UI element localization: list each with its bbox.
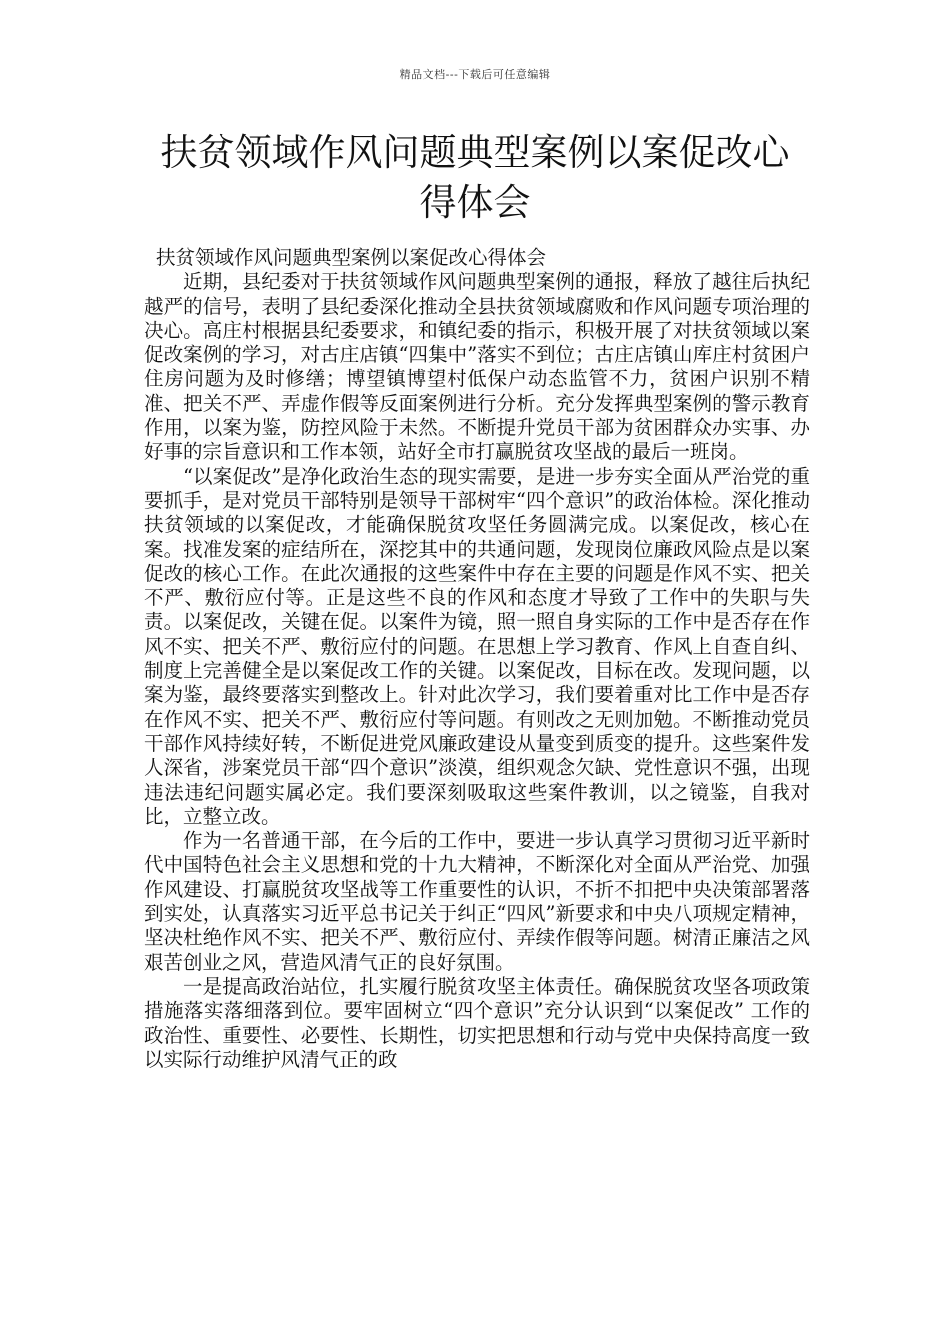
header-note: 精品文档---下载后可任意编辑	[399, 68, 551, 81]
paragraph: 作为一名普通干部，在今后的工作中，要进一步认真学习贯彻习近平新时代中国特色社会主义思想和党的十九大精神，不断深化对全面从严治党、加强作风建设、打赢脱贫攻坚战等工作重要性的认识，不折不扣把中央决策部署落到实处，认真落实习近平总书记关于纠正“四风”新要求和中央八项规定精神，坚决杜绝作风不实、把关不严、敷衍应付、弄续作假等问题。树清正廉洁之风艰苦创业之风，营造风清气正的良好氛围。	[144, 829, 810, 974]
document-title: 扶贫领域作风问题典型案例以案促改心得体会	[160, 131, 790, 224]
document-body	[144, 246, 810, 1072]
document-subtitle: 扶贫领域作风问题典型案例以案促改心得体会	[156, 246, 547, 269]
paragraph: 近期，县纪委对于扶贫领域作风问题典型案例的通报，释放了越往后执纪越严的信号，表明了县纪委深化推动全县扶贫领域腐败和作风问题专项治理的决心。高庄村根据县纪委要求，和镇纪委的指示，积极开展了对扶贫领域以案促改案例的学习，对古庄店镇“四集中”落实不到位；古庄店镇山库庄村贫困户住房问题为及时修缮；博望镇博望村低保户动态监管不力，贫困户识别不精准、把关不严、弄虚作假等反面案例进行分析。充分发挥典型案例的警示教育作用，以案为鉴，防控风险于未然。不断提升党员干部为贫困群众办实事、办好事的宗旨意识和工作本领，站好全市打赢脱贫攻坚战的最后一班岗。	[144, 270, 810, 464]
paragraph: 一是提高政治站位，扎实履行脱贫攻坚主体责任。确保脱贫攻坚各项政策措施落实落细落到位。要牢固树立“四个意识”充分认识到“以案促改” 工作的政治性、重要性、必要性、长期性，切实把思想和行动与党中央保持高度一致以实际行动维护风清气正的政	[144, 974, 810, 1071]
paragraph: “以案促改”是净化政治生态的现实需要，是进一步夯实全面从严治党的重要抓手，是对党员干部特别是领导干部树牢“四个意识”的政治体检。深化推动扶贫领域的以案促改，才能确保脱贫攻坚任务圆满完成。以案促改，核心在案。找准发案的症结所在，深挖其中的共通问题，发现岗位廉政风险点是以案促改的核心工作。在此次通报的这些案件中存在主要的问题是作风不实、把关不严、敷衍应付等。正是这些不良的作风和态度才导致了工作中的失职与失责。以案促改，关键在促。以案件为镜，照一照自身实际的工作中是否存在作风不实、把关不严、敷衍应付的问题。在思想上学习教育、作风上自查自纠、制度上完善健全是以案促改工作的关键。以案促改，目标在改。发现问题，以案为鉴，最终要落实到整改上。针对此次学习，我们要着重对比工作中是否存在作风不实、把关不严、敷衍应付等问题。有则改之无则加勉。不断推动党员干部作风持续好转，不断促进党风廉政建设从量变到质变的提升。这些案件发人深省，涉案党员干部“四个意识”淡漠，组织观念欠缺、党性意识不强，出现违法违纪问题实属必定。我们要深刻吸取这些案件教训，以之镜鉴，自我对比，立整立改。	[144, 464, 810, 828]
